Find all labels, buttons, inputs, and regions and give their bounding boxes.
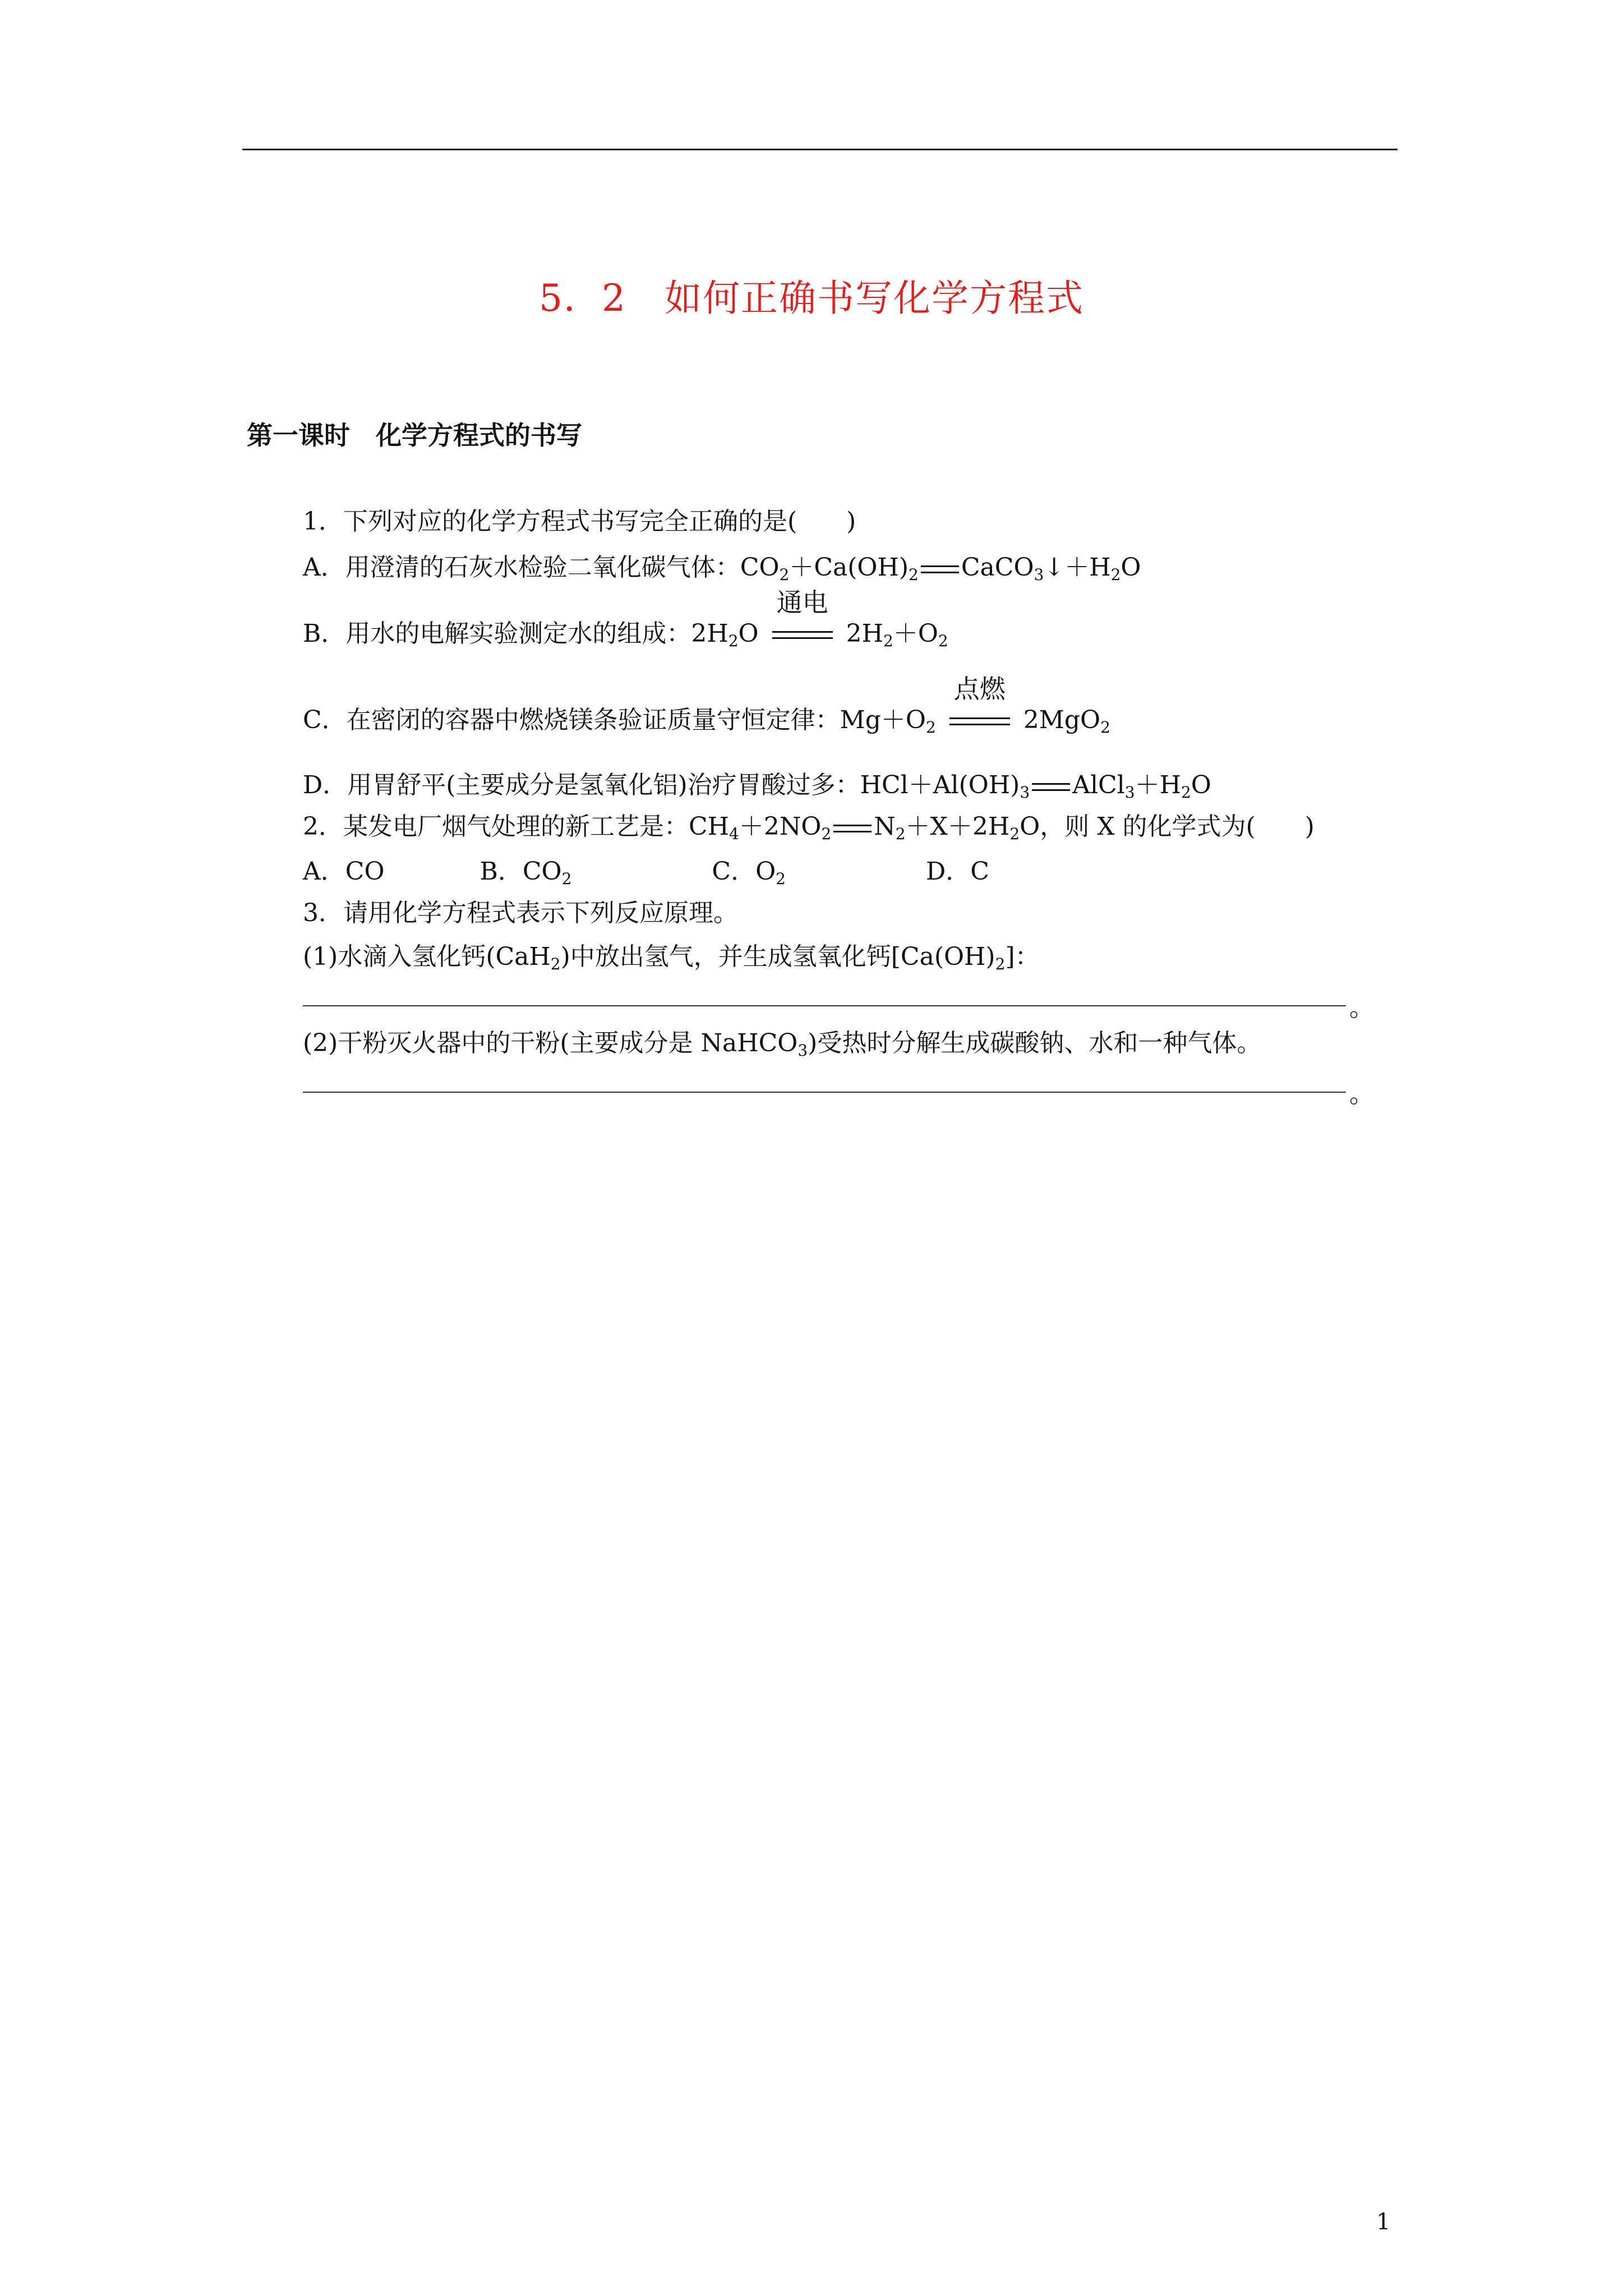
page-number: 1 — [1376, 2209, 1391, 2235]
equals-sign — [1032, 783, 1070, 791]
reaction-condition-label: 通电 — [776, 587, 828, 618]
part-2-suffix: )受热时分解生成碳酸钠、水和一种气体。 — [808, 1029, 1262, 1057]
question-2-options — [303, 857, 989, 888]
question-1-option-c: C．在密闭的容器中燃烧镁条验证质量守恒定律：$Mg+O_2$ 点燃 2MgO$_2$ — [303, 673, 1110, 737]
question-1-stem: 1．下列对应的化学方程式书写完全正确的是( ) — [303, 507, 856, 536]
reaction-condition-label: 点燃 — [953, 673, 1006, 704]
question-2-stem-prefix: 2．某发电厂烟气处理的新工艺是： — [303, 812, 689, 841]
question-2-stem-suffix: ，则 X 的化学式为( ) — [1040, 812, 1315, 841]
part-1-suffix: )中放出氢气，并生成氢氧化钙[Ca(OH) — [560, 942, 995, 971]
question-3-part-1: (1)水滴入氢化钙(CaH$_2$)中放出氢气，并生成氢氧化钙$[Ca(OH)_2]$： — [303, 942, 1040, 973]
part-1-end: ]： — [1005, 942, 1040, 971]
question-1-option-b: B．用水的电解实验测定水的组成：$2H_2O$ 通电 $2H_2+O_2$ — [303, 587, 948, 650]
answer-2-period: 。 — [1349, 1080, 1374, 1108]
equals-sign — [921, 565, 959, 573]
answer-blank-1[interactable] — [303, 1005, 1346, 1006]
option-b-text: B．用水的电解实验测定水的组成： — [303, 619, 691, 648]
question-2-option-b: B．$CO_2$ — [479, 857, 572, 888]
reaction-condition-arrow — [946, 673, 1013, 734]
option-d-text: D．用胃舒平(主要成分是氢氧化铝)治疗胃酸过多： — [303, 771, 860, 799]
question-1-option-a: A．用澄清的石灰水检验二氧化碳气体：$CO_2+Ca(OH)_2$ $CaCO_3↓+H_2O$ — [303, 553, 1141, 584]
answer-1-period: 。 — [1349, 993, 1374, 1022]
page-title: 5．2 如何正确书写化学方程式 — [539, 277, 1084, 320]
option-c-text: C．在密闭的容器中燃烧镁条验证质量守恒定律： — [303, 706, 840, 734]
part-1-prefix: (1)水滴入氢化钙(CaH — [303, 942, 551, 971]
section-heading: 第一课时 化学方程式的书写 — [247, 420, 582, 450]
equals-sign — [833, 825, 872, 832]
reaction-condition-arrow — [769, 587, 836, 648]
question-2-option-a: A．CO — [303, 857, 385, 886]
option-c-label: C．O — [712, 857, 776, 886]
question-1-option-d: D．用胃舒平(主要成分是氢氧化铝)治疗胃酸过多：$HCl+Al(OH)_3$ $AlCl_3+H_2O$ — [303, 771, 1211, 802]
option-a-text: A．用澄清的石灰水检验二氧化碳气体： — [303, 553, 740, 582]
question-2-stem: 2．某发电厂烟气处理的新工艺是：$CH_4+2NO_2$ $N_2+X+2H_2O$，则 X 的化学式为( ) — [303, 812, 1315, 843]
header-rule — [242, 149, 1398, 150]
option-b-label: B．CO — [479, 857, 562, 886]
part-2-prefix: (2)干粉灭火器中的干粉(主要成分是 NaHCO — [303, 1029, 798, 1057]
answer-blank-2[interactable] — [303, 1092, 1346, 1093]
question-2-option-c: C．$O_2$ — [712, 857, 786, 888]
question-3-part-2: (2)干粉灭火器中的干粉(主要成分是 NaHCO$_3$)受热时分解生成碳酸钠、水和一种气体。 — [303, 1029, 1262, 1060]
question-3-stem: 3．请用化学方程式表示下列反应原理。 — [303, 899, 738, 927]
question-2-option-d: D．C — [926, 857, 989, 886]
